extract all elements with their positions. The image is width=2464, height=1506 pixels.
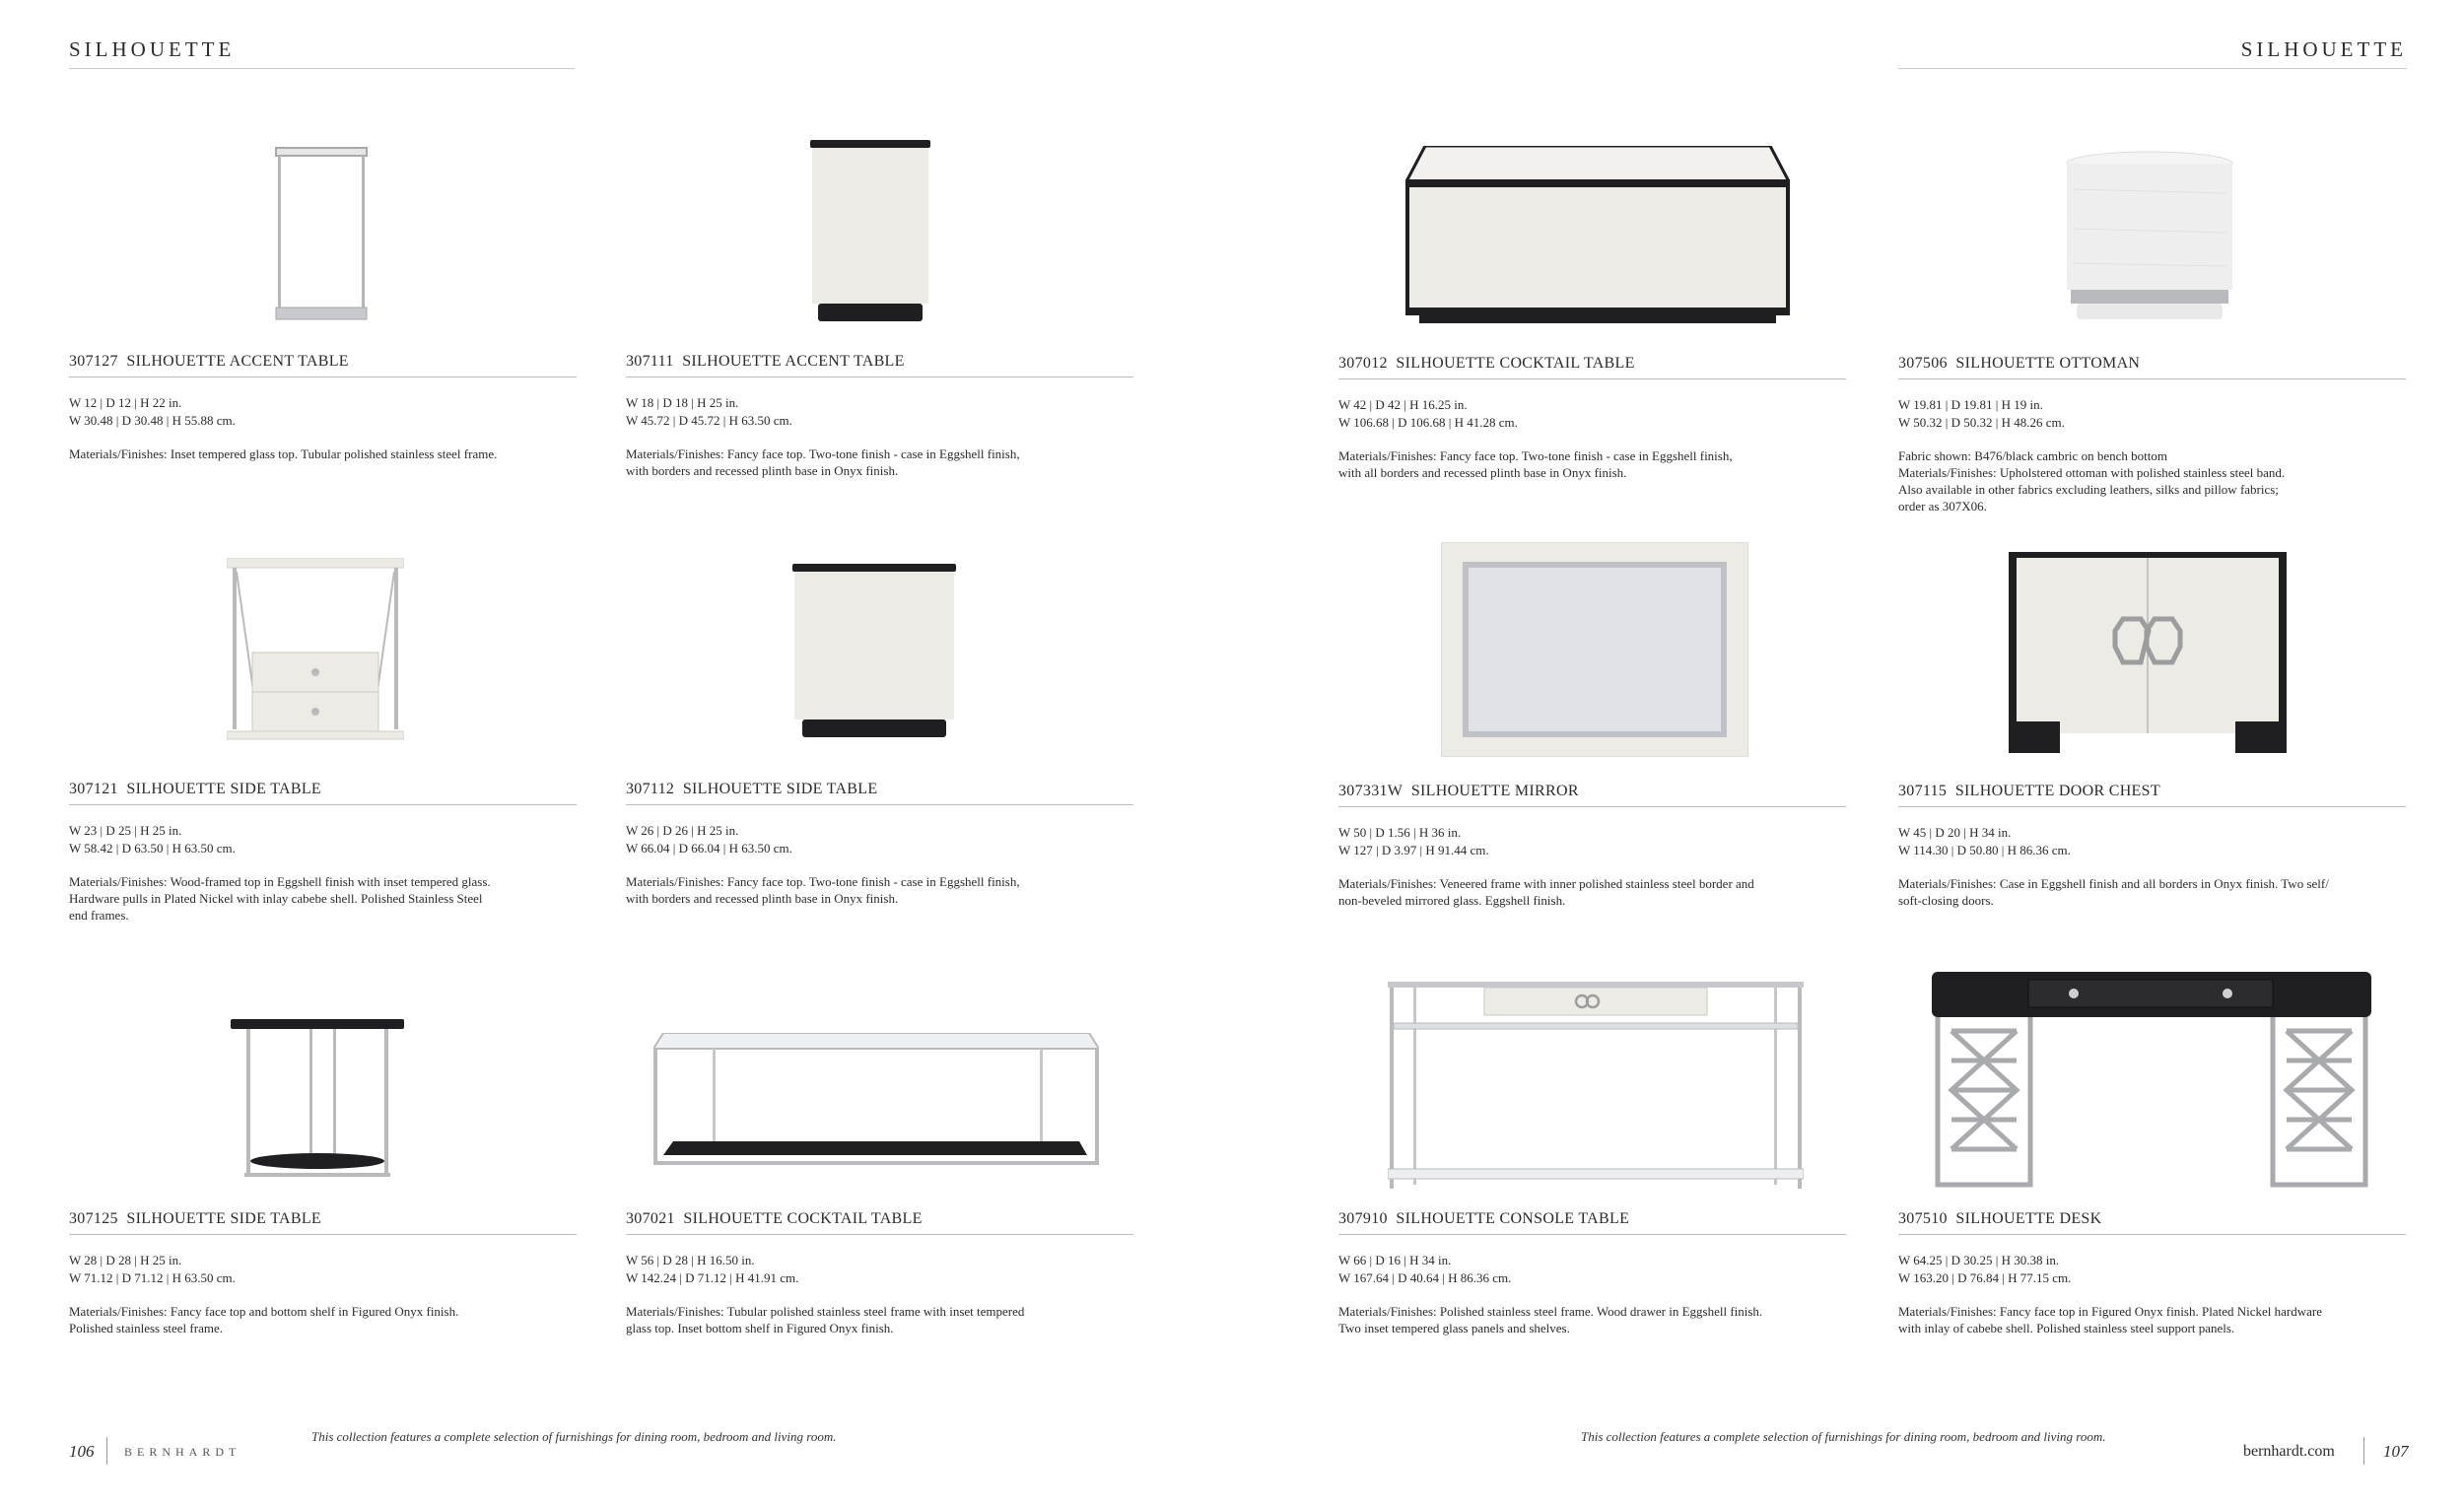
left-header-rule (69, 68, 575, 69)
product-materials: Materials/Finishes: Tubular polished stainless steel frame with inset tempered glass top. Inset bottom shelf in Figured Onyx finish. (626, 1304, 1025, 1335)
product-materials: Materials/Finishes: Fancy face top in Figured Onyx finish. Plated Nickel hardware with inlay of cabebe shell. Polished stainless steel support panels. (1898, 1304, 2322, 1335)
ottoman-image (2063, 150, 2236, 323)
left-footer-divider (106, 1437, 107, 1465)
product-dimensions: W 19.81 | D 19.81 | H 19 in. W 50.32 | D 50.32 | H 48.26 cm. (1898, 397, 2065, 430)
desk-image (1932, 972, 2371, 1191)
product-materials: Materials/Finishes: Wood-framed top in Eggshell finish with inset tempered glass. Hardware pulls in Plated Nickel with inlay cabebe shell. Polished Stainless Steel end frames. (69, 874, 491, 923)
mirror-image (1441, 542, 1748, 757)
product-dimensions: W 45 | D 20 | H 34 in. W 114.30 | D 50.80 | H 86.36 cm. (1898, 825, 2071, 857)
product-title: 307331W SILHOUETTE MIRROR (1338, 783, 1846, 807)
product-title: 307115 SILHOUETTE DOOR CHEST (1898, 783, 2406, 807)
product-title: 307012 SILHOUETTE COCKTAIL TABLE (1338, 355, 1846, 379)
product-title: 307127 SILHOUETTE ACCENT TABLE (69, 353, 577, 377)
product-dimensions: W 66 | D 16 | H 34 in. W 167.64 | D 40.64 | H 86.36 cm. (1338, 1253, 1512, 1285)
left-collection-note: This collection features a complete selection of furnishings for dining room, bedroom and living room. (311, 1429, 837, 1444)
product-materials: Materials/Finishes: Veneered frame with inner polished stainless steel border and non-beveled mirrored glass. Eggshell finish. (1338, 876, 1754, 908)
door-chest-image (2005, 548, 2291, 757)
product-dimensions: W 23 | D 25 | H 25 in. W 58.42 | D 63.50 | H 63.50 cm. (69, 823, 236, 856)
product-title: 307506 SILHOUETTE OTTOMAN (1898, 355, 2406, 379)
product-title: 307121 SILHOUETTE SIDE TABLE (69, 781, 577, 805)
accent-table-drum-image (806, 140, 934, 323)
right-page-title: SILHOUETTE (2240, 37, 2407, 61)
left-page-title: SILHOUETTE (69, 37, 236, 61)
product-title: 307021 SILHOUETTE COCKTAIL TABLE (626, 1210, 1133, 1235)
product-dimensions: W 26 | D 26 | H 25 in. W 66.04 | D 66.04 | H 63.50 cm. (626, 823, 792, 856)
product-title: 307125 SILHOUETTE SIDE TABLE (69, 1210, 577, 1235)
product-dimensions: W 56 | D 28 | H 16.50 in. W 142.24 | D 71.12 | H 41.91 cm. (626, 1253, 799, 1285)
product-title: 307111 SILHOUETTE ACCENT TABLE (626, 353, 1133, 377)
console-table-image (1388, 982, 1804, 1191)
product-materials: Materials/Finishes: Polished stainless steel frame. Wood drawer in Eggshell finish. Two inset tempered glass panels and shelves. (1338, 1304, 1763, 1335)
product-materials: Fabric shown: B476/black cambric on bench bottom Materials/Finishes: Upholstered ottoman with polished stainless steel band. Also available in other fabrics excluding leathers, silks and pillow fabrics; order as 307X06. (1898, 448, 2286, 513)
product-dimensions: W 12 | D 12 | H 22 in. W 30.48 | D 30.48 | H 55.88 cm. (69, 395, 236, 428)
website-link[interactable]: bernhardt.com (2243, 1443, 2335, 1460)
product-materials: Materials/Finishes: Fancy face top. Two-tone finish - case in Eggshell finish, with borders and recessed plinth base in Onyx finish. (626, 446, 1020, 478)
product-materials: Materials/Finishes: Fancy face top. Two-tone finish - case in Eggshell finish, with borders and recessed plinth base in Onyx finish. (626, 874, 1020, 906)
left-page-number: 106 (69, 1442, 95, 1461)
product-title: 307112 SILHOUETTE SIDE TABLE (626, 781, 1133, 805)
cocktail-table-cube-image (1405, 146, 1790, 325)
right-page-number: 107 (2383, 1442, 2409, 1461)
product-materials: Materials/Finishes: Fancy face top and bottom shelf in Figured Onyx finish. Polished stainless steel frame. (69, 1304, 459, 1335)
side-table-drum-image (790, 564, 958, 741)
product-title: 307510 SILHOUETTE DESK (1898, 1210, 2406, 1235)
product-title: 307910 SILHOUETTE CONSOLE TABLE (1338, 1210, 1846, 1235)
product-materials: Materials/Finishes: Fancy face top. Two-tone finish - case in Eggshell finish, with all borders and recessed plinth base in Onyx finish. (1338, 448, 1733, 480)
product-dimensions: W 28 | D 28 | H 25 in. W 71.12 | D 71.12 | H 63.50 cm. (69, 1253, 236, 1285)
right-collection-note: This collection features a complete selection of furnishings for dining room, bedroom and living room. (1581, 1429, 2106, 1444)
product-dimensions: W 50 | D 1.56 | H 36 in. W 127 | D 3.97 | H 91.44 cm. (1338, 825, 1489, 857)
product-materials: Materials/Finishes: Inset tempered glass top. Tubular polished stainless steel frame. (69, 446, 498, 461)
accent-table-glass-image (272, 146, 371, 323)
brand-logo-text: BERNHARDT (124, 1445, 241, 1459)
side-table-round-image (231, 1019, 404, 1181)
cocktail-table-glass-image (653, 1033, 1099, 1171)
product-dimensions: W 18 | D 18 | H 25 in. W 45.72 | D 45.72 | H 63.50 cm. (626, 395, 792, 428)
product-dimensions: W 64.25 | D 30.25 | H 30.38 in. W 163.20 | D 76.84 | H 77.15 cm. (1898, 1253, 2072, 1285)
side-table-drawers-image (227, 558, 404, 741)
right-header-rule (1898, 68, 2407, 69)
product-materials: Materials/Finishes: Case in Eggshell finish and all borders in Onyx finish. Two self/ soft-closing doors. (1898, 876, 2329, 908)
product-dimensions: W 42 | D 42 | H 16.25 in. W 106.68 | D 106.68 | H 41.28 cm. (1338, 397, 1518, 430)
right-footer-divider (2363, 1437, 2364, 1465)
